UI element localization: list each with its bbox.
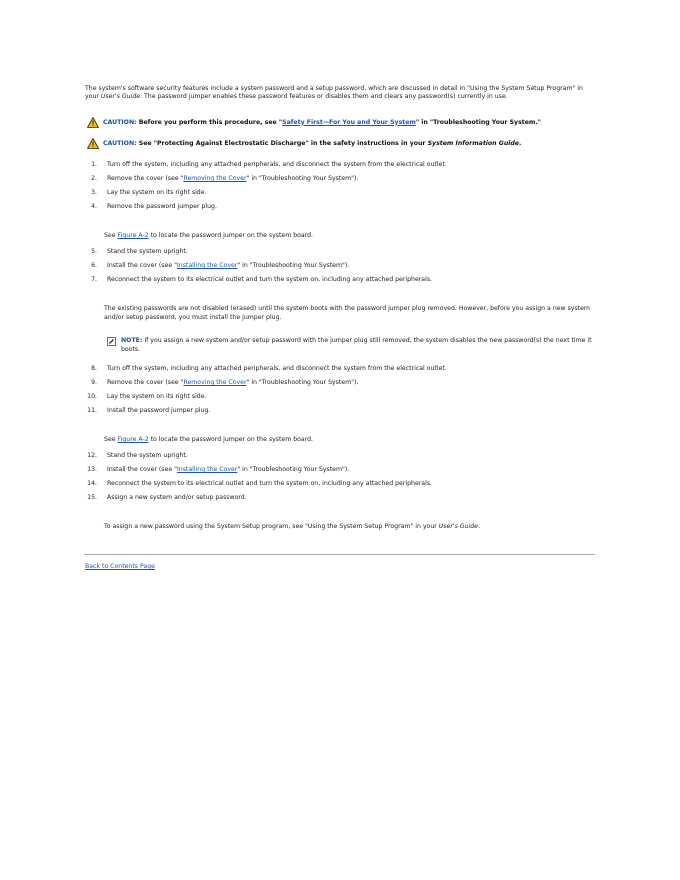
step-text: Reconnect the system to its electrical outlet and turn the system on, including any attached peripherals. xyxy=(107,479,433,487)
step-number: 12. xyxy=(87,451,97,459)
figure-a2-link[interactable]: Figure A-2 xyxy=(117,435,149,443)
list-item xyxy=(85,407,597,421)
note-label: NOTE: xyxy=(121,337,143,345)
list-item xyxy=(85,248,597,262)
removing-cover-link[interactable]: Removing the Cover xyxy=(183,378,247,386)
step-number: 15. xyxy=(87,493,97,501)
step-text: Lay the system on its right side. xyxy=(107,189,207,197)
step-text: Turn off the system, including any attached peripherals, and disconnect the system from the electrical outlet. xyxy=(107,161,447,169)
list-item xyxy=(85,161,597,175)
caution-text: Before you perform this procedure, see " xyxy=(136,118,283,126)
note-text: If you assign a new system and/or setup password with the jumper plug still removed, the system disables the new password(s) the next time it boots. xyxy=(121,337,592,353)
step-number: 11. xyxy=(87,406,97,414)
list-item xyxy=(85,466,597,480)
step-number: 6. xyxy=(91,262,97,270)
list-item xyxy=(85,262,597,276)
step-text: Assign a new system and/or setup password. xyxy=(107,493,247,501)
list-item xyxy=(85,203,597,217)
step-number: 9. xyxy=(91,378,97,386)
step-number: 3. xyxy=(91,189,97,197)
caution-safety xyxy=(85,119,597,127)
see-text-end: to locate the password jumper on the system board. xyxy=(148,232,314,240)
installing-cover-link[interactable]: Installing the Cover xyxy=(176,262,238,270)
step-text: Install the password jumper plug. xyxy=(107,406,211,414)
final-text-end: . xyxy=(477,522,480,530)
note-pencil-icon xyxy=(107,337,116,346)
step-text-end: " in "Troubleshooting Your System"). xyxy=(237,262,350,270)
step-text: Stand the system upright. xyxy=(107,248,188,256)
caution-italic: System Information Guide xyxy=(427,140,519,148)
installing-cover-link[interactable]: Installing the Cover xyxy=(176,465,238,473)
caution-text: See "Protecting Against Electrostatic Discharge" in the safety instructions in your xyxy=(136,140,428,148)
step-number: 7. xyxy=(91,276,97,284)
list-item xyxy=(85,189,597,203)
step-number: 10. xyxy=(87,392,97,400)
caution-label: CAUTION: xyxy=(103,140,137,148)
list-item xyxy=(85,276,597,290)
step-text: Remove the cover (see " xyxy=(107,175,184,183)
list-item xyxy=(85,379,597,393)
safety-first-link[interactable]: Safety First—For You and Your System xyxy=(282,118,416,126)
steps-list-c xyxy=(85,365,597,421)
list-item xyxy=(85,494,597,508)
steps-list-a xyxy=(85,161,597,217)
step-text: Install the cover (see " xyxy=(107,465,177,473)
back-to-contents-link[interactable]: Back to Contents Page xyxy=(85,562,155,570)
note-block xyxy=(85,337,597,354)
caution-text-end: " in "Troubleshooting Your System." xyxy=(415,118,541,126)
steps-list-b xyxy=(85,248,597,290)
figure-reference xyxy=(85,436,597,452)
see-text-end: to locate the password jumper on the system board. xyxy=(148,435,314,443)
list-item xyxy=(85,452,597,466)
final-text: To assign a new password using the System Setup program, see "Using the System Setup Program" in your xyxy=(104,522,439,530)
removing-cover-link[interactable]: Removing the Cover xyxy=(183,175,247,183)
step-number: 2. xyxy=(91,175,97,183)
step-text: Remove the password jumper plug. xyxy=(107,203,217,211)
step-number: 8. xyxy=(91,364,97,372)
steps-list-d xyxy=(85,452,597,508)
intro-italic: User's Guide xyxy=(100,93,141,101)
see-text: See xyxy=(104,435,118,443)
list-item xyxy=(85,480,597,494)
final-italic: User's Guide xyxy=(438,522,478,530)
step-text: Stand the system upright. xyxy=(107,451,188,459)
intro-text-2: . The password jumper enables these password features or disables them and clears any password(s) currently in use. xyxy=(140,93,508,101)
step-number: 4. xyxy=(91,203,97,211)
step-text-end: " in "Troubleshooting Your System"). xyxy=(246,378,359,386)
caution-esd xyxy=(85,140,597,148)
warning-triangle-icon xyxy=(87,138,99,149)
existing-passwords-paragraph: The existing passwords are not disabled (erased) until the system boots with the password jumper plug removed. However, before you assign a new system and/or setup password, you must install the jumper plug. xyxy=(104,305,590,321)
caution-text-end: . xyxy=(518,140,522,148)
warning-triangle-icon xyxy=(87,117,99,128)
see-text: See xyxy=(104,232,118,240)
step-text: Reconnect the system to its electrical outlet and turn the system on, including any attached peripherals. xyxy=(107,276,433,284)
step-text-end: " in "Troubleshooting Your System"). xyxy=(246,175,359,183)
caution-label: CAUTION: xyxy=(103,118,137,126)
figure-reference xyxy=(85,232,597,248)
list-item xyxy=(85,393,597,407)
step-text: Turn off the system, including any attached peripherals, and disconnect the system from the electrical outlet. xyxy=(107,364,447,372)
step-number: 5. xyxy=(91,248,97,256)
document-page xyxy=(85,85,597,571)
figure-a2-link[interactable]: Figure A-2 xyxy=(117,232,149,240)
final-paragraph xyxy=(85,523,597,539)
step-number: 13. xyxy=(87,465,97,473)
list-item xyxy=(85,365,597,379)
divider xyxy=(84,554,595,555)
list-item xyxy=(85,175,597,189)
step-number: 14. xyxy=(87,479,97,487)
step-text-end: " in "Troubleshooting Your System"). xyxy=(237,465,350,473)
intro-paragraph xyxy=(85,85,597,102)
step-text: Lay the system on its right side. xyxy=(107,392,207,400)
step-text: Remove the cover (see " xyxy=(107,378,184,386)
intro-text-1: The system's software security features include a system password and a setup password, which are discussed in detail in "Using the System Setup Program" in your xyxy=(85,85,583,101)
step-text: Install the cover (see " xyxy=(107,262,177,270)
step-number: 1. xyxy=(91,161,97,169)
